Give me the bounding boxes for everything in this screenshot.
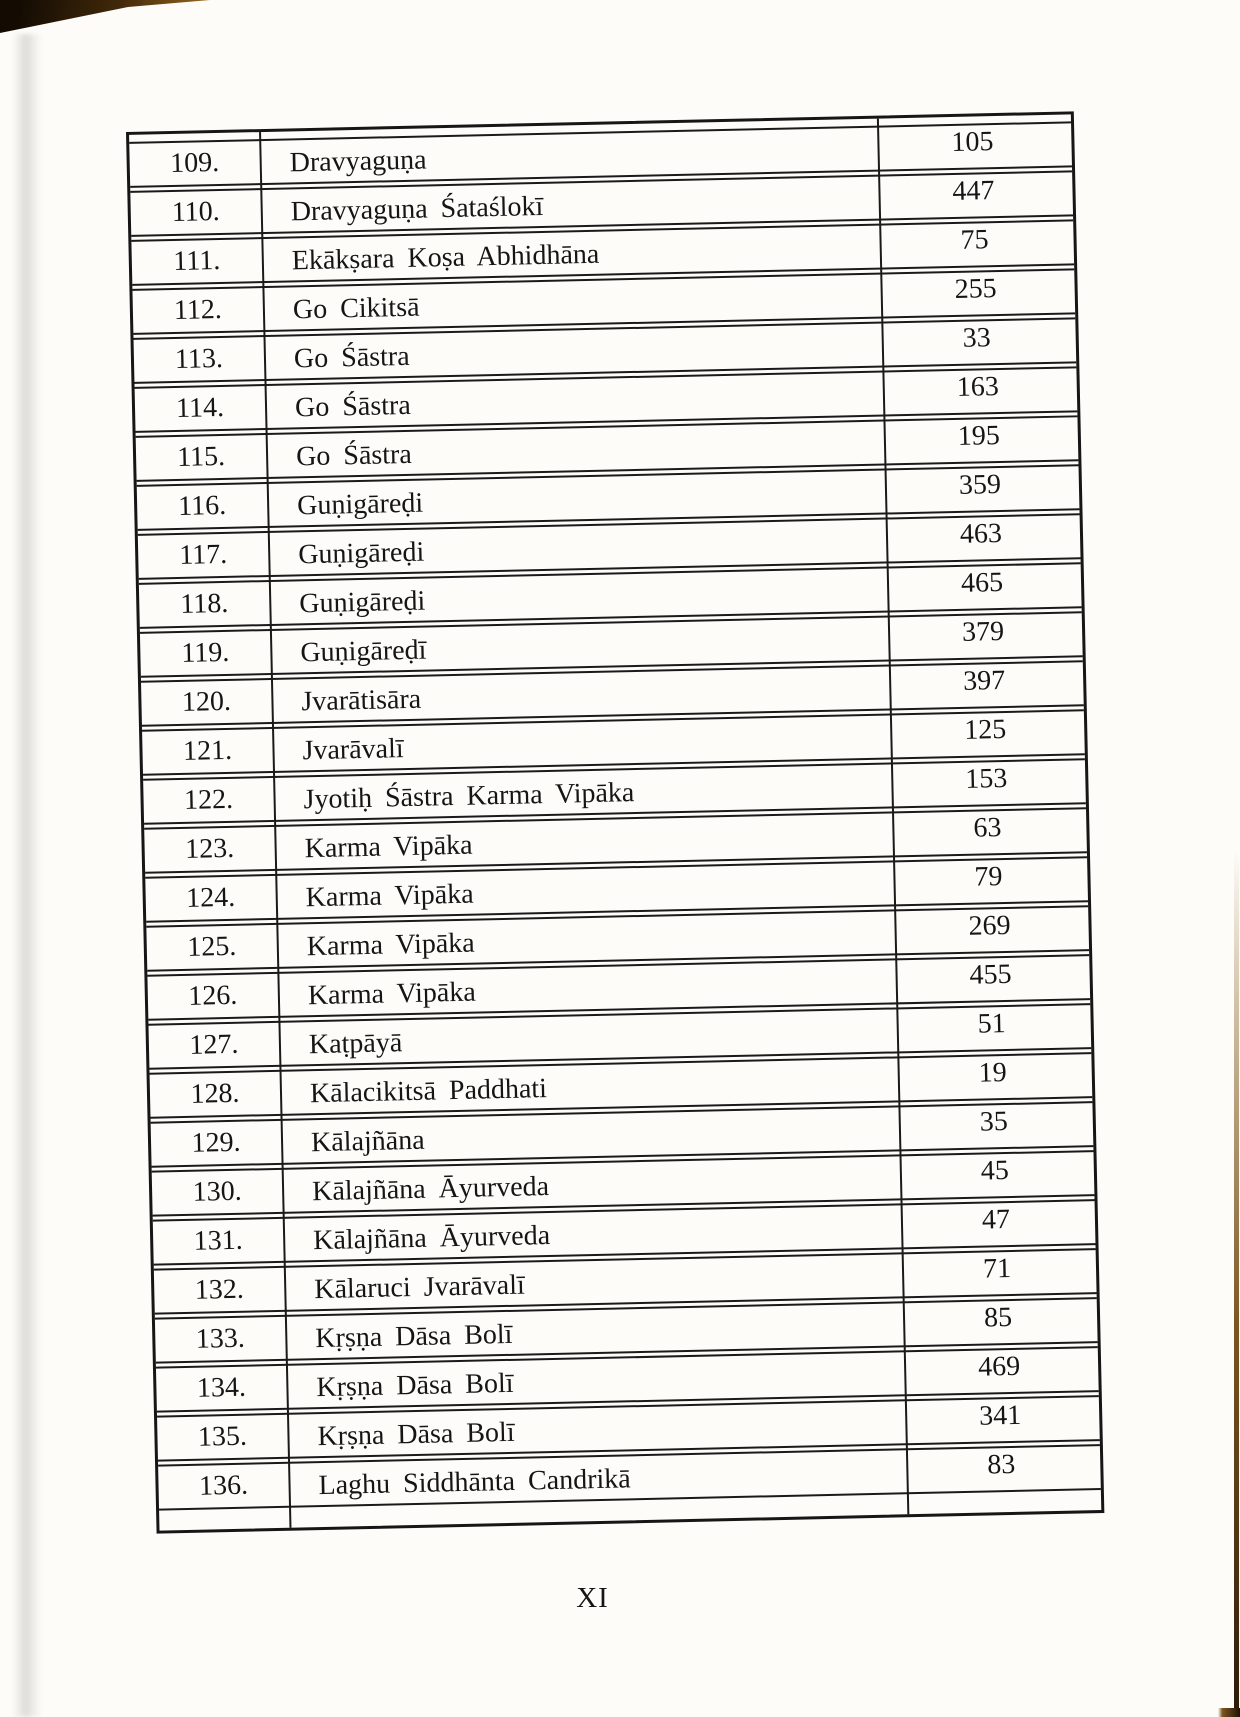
- scan-edge-artifact-top-left: [0, 0, 215, 34]
- page-number-cell: 33: [962, 322, 992, 354]
- manuscript-index-table: [126, 111, 1104, 1533]
- manuscript-title-cell: Kṛṣṇa Dāsa Bolī: [315, 1318, 513, 1355]
- serial-number-cell: 110.: [171, 195, 221, 229]
- serial-number-cell: 131.: [193, 1224, 244, 1257]
- page-number-cell: 379: [961, 615, 1005, 648]
- manuscript-title-cell: Kaṭpāyā: [308, 1027, 403, 1061]
- serial-number-cell: 134.: [196, 1371, 247, 1404]
- serial-number-cell: 120.: [181, 685, 232, 718]
- page-number-cell: 83: [986, 1448, 1016, 1481]
- manuscript-title-cell: Go Cikitsā: [292, 291, 420, 326]
- page-number-cell: 79: [974, 861, 1003, 893]
- serial-number-cell: 122.: [183, 783, 234, 816]
- serial-number-cell: 118.: [179, 587, 229, 620]
- manuscript-title-cell: Go Śāstra: [295, 438, 413, 473]
- manuscript-title-cell: Guṇigāreḍi: [298, 585, 426, 620]
- page-number-cell: 255: [954, 273, 997, 305]
- serial-number-cell: 132.: [194, 1273, 245, 1306]
- serial-number-cell: 129.: [191, 1126, 241, 1159]
- manuscript-title-cell: Karma Vipāka: [305, 878, 474, 914]
- manuscript-title-cell: Guṇigāreḍī: [300, 634, 427, 669]
- manuscript-title-cell: Karma Vipāka: [306, 927, 475, 963]
- serial-number-cell: 124.: [185, 881, 236, 914]
- manuscript-title-cell: Kālaruci Jvarāvalī: [313, 1269, 526, 1306]
- serial-number-cell: 109.: [169, 146, 220, 180]
- serial-number-cell: 128.: [190, 1077, 240, 1110]
- serial-number-cell: 125.: [186, 930, 237, 963]
- page-number-cell: 105: [951, 126, 994, 158]
- serial-number-cell: 111.: [173, 244, 221, 277]
- serial-number-cell: 136.: [198, 1469, 249, 1502]
- page-number-cell: 45: [980, 1154, 1010, 1187]
- manuscript-title-cell: Kālajñāna Āyurveda: [311, 1171, 550, 1208]
- page-number-cell: 469: [977, 1350, 1021, 1383]
- manuscript-title-cell: Go Śāstra: [294, 389, 412, 424]
- serial-number-cell: 130.: [192, 1175, 242, 1208]
- scan-edge-artifact-right: [1234, 850, 1239, 1717]
- serial-number-cell: 119.: [181, 636, 230, 669]
- manuscript-title-cell: Kālajñāna: [310, 1124, 425, 1159]
- page-number-cell: 19: [978, 1057, 1008, 1089]
- manuscript-title-cell: Jvarātisāra: [301, 683, 422, 718]
- serial-number-cell: 126.: [188, 979, 238, 1012]
- manuscript-title-cell: Kālajñāna Āyurveda: [312, 1220, 551, 1257]
- manuscript-title-cell: Guṇigāreḍi: [296, 487, 424, 522]
- page-number-cell: 455: [969, 958, 1012, 991]
- manuscript-title-cell: Karma Vipāka: [307, 976, 477, 1012]
- manuscript-title-cell: Jvarāvalī: [302, 733, 404, 767]
- serial-number-cell: 113.: [174, 342, 224, 375]
- scan-edge-artifact-bottom-right: [1218, 1708, 1240, 1717]
- page-number-cell: 397: [962, 664, 1006, 697]
- page-number-cell: 153: [964, 762, 1008, 795]
- manuscript-title-cell: Kālacikitsā Paddhati: [309, 1073, 548, 1110]
- page-number-cell: 341: [978, 1399, 1022, 1432]
- page-number-cell: 75: [960, 224, 989, 256]
- page-number-cell: 85: [983, 1301, 1013, 1334]
- scan-fold-streak-left: [12, 34, 42, 1717]
- manuscript-title-cell: Kṛṣṇa Dāsa Bolī: [316, 1367, 514, 1404]
- page-number-cell: 63: [973, 812, 1002, 844]
- manuscript-title-cell: Karma Vipāka: [304, 829, 473, 865]
- page-footer-number: XI: [576, 1582, 609, 1614]
- page-number-cell: 125: [963, 713, 1007, 746]
- page-number-cell: 269: [968, 909, 1011, 942]
- serial-number-cell: 116.: [177, 489, 227, 522]
- page-number-cell: 447: [952, 175, 995, 207]
- serial-number-cell: 117.: [178, 538, 228, 571]
- manuscript-title-cell: Go Śāstra: [293, 340, 410, 375]
- serial-number-cell: 135.: [197, 1420, 248, 1453]
- serial-number-cell: 133.: [195, 1322, 246, 1355]
- page-number-cell: 35: [979, 1106, 1009, 1138]
- page-number-cell: 463: [959, 517, 1003, 550]
- page-number-cell: 47: [981, 1203, 1011, 1236]
- serial-number-cell: 127.: [189, 1028, 239, 1061]
- page-number-cell: 163: [956, 371, 1000, 403]
- page-number-cell: 71: [982, 1252, 1012, 1285]
- manuscript-title-cell: Jyotiḥ Śāstra Karma Vipāka: [303, 777, 635, 816]
- serial-number-cell: 115.: [176, 440, 226, 473]
- page-number-cell: 195: [957, 420, 1001, 452]
- manuscript-title-cell: Dravyaguṇa Śataślokī: [290, 190, 544, 228]
- manuscript-title-cell: Dravyaguṇa: [289, 144, 427, 179]
- manuscript-title-cell: Laghu Siddhānta Candrikā: [318, 1463, 631, 1502]
- serial-number-cell: 121.: [182, 734, 233, 767]
- manuscript-title-cell: Guṇigāreḍi: [297, 536, 425, 571]
- serial-number-cell: 123.: [184, 832, 235, 865]
- page-number-cell: 359: [958, 469, 1002, 501]
- page-number-cell: 51: [977, 1008, 1006, 1040]
- page-number-cell: 465: [960, 566, 1004, 599]
- manuscript-title-cell: Kṛṣṇa Dāsa Bolī: [317, 1416, 515, 1453]
- serial-number-cell: 112.: [173, 293, 223, 326]
- manuscript-title-cell: Ekākṣara Koṣa Abhidhāna: [291, 238, 600, 277]
- serial-number-cell: 114.: [175, 391, 225, 424]
